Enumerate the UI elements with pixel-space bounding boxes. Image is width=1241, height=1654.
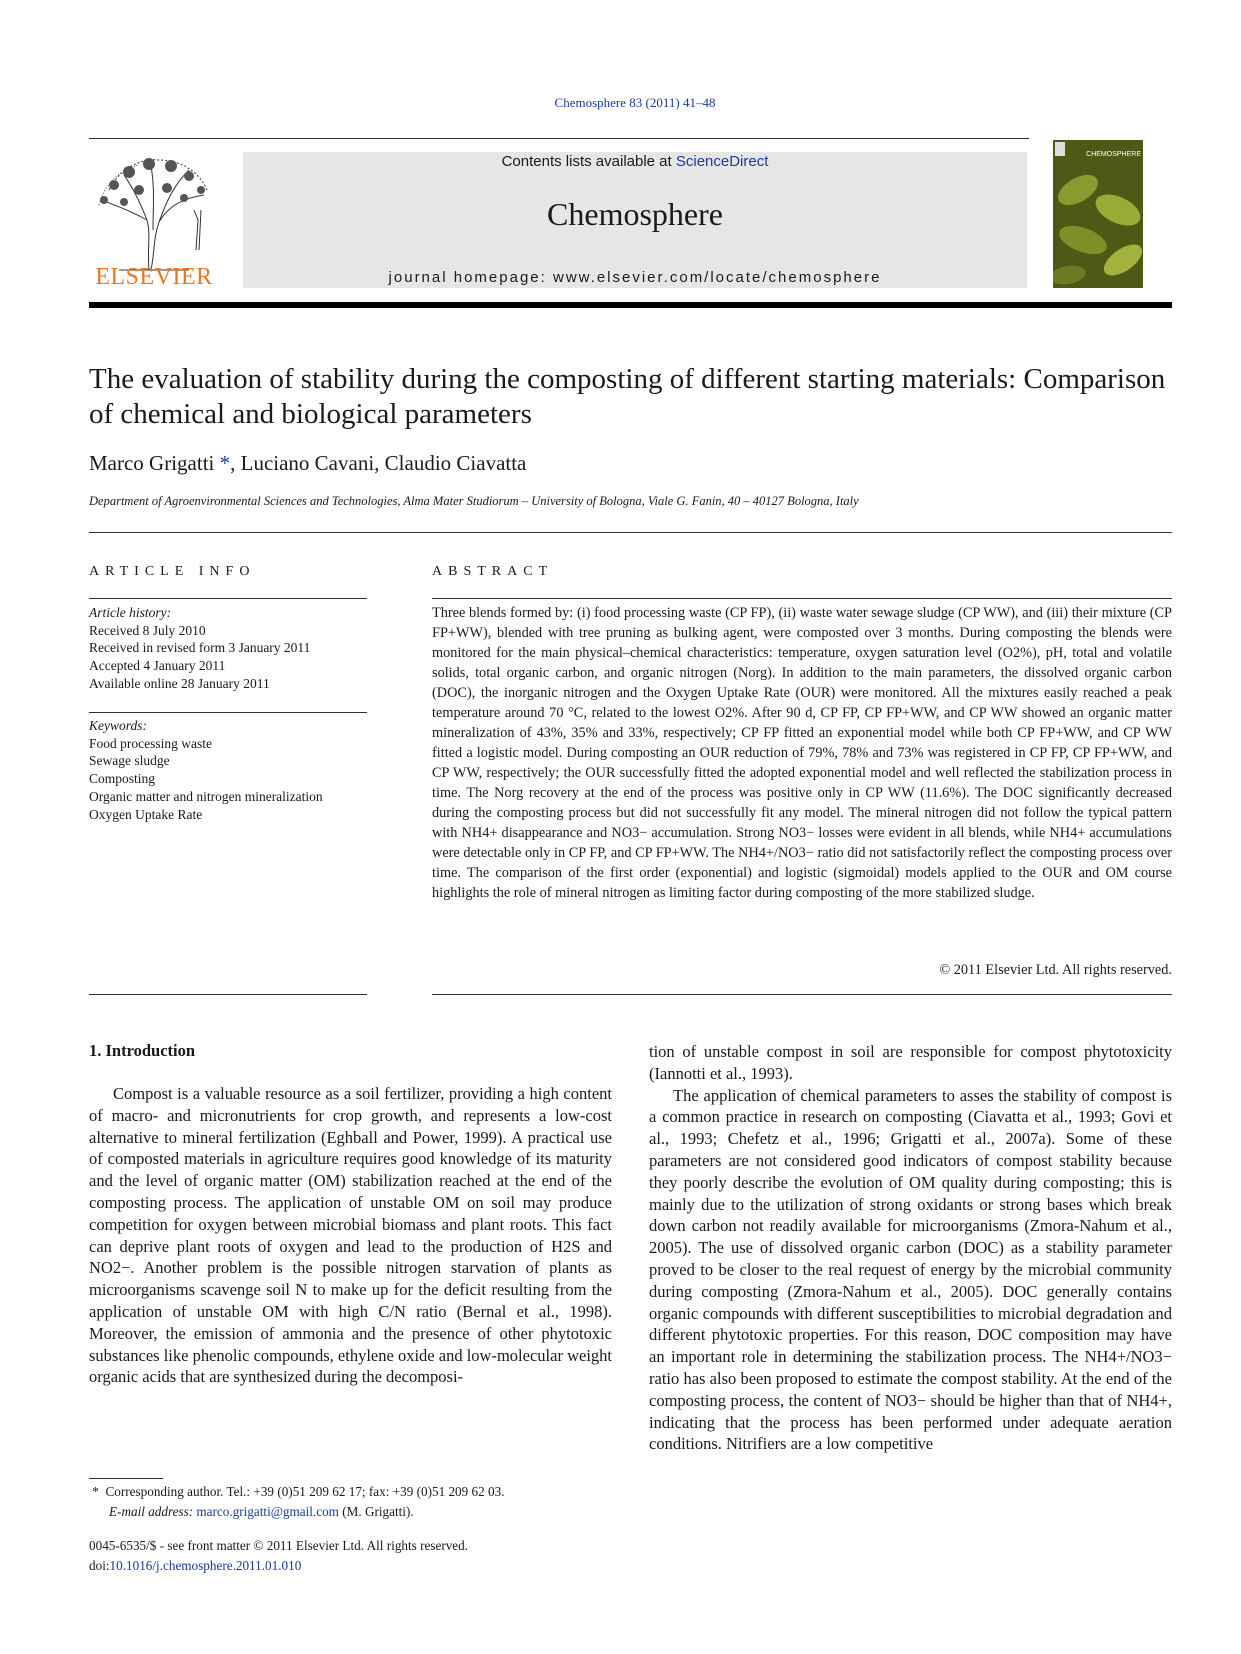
abstract-bottom-rule <box>432 994 1172 995</box>
email-label: E-mail address: <box>109 1503 197 1519</box>
affiliation: Department of Agroenvironmental Sciences and Technologies, Alma Mater Studiorum – University of Bologna, Viale G. Fanin, 40 – 40127 Bologna, Italy <box>89 494 859 508</box>
header-thick-rule <box>89 302 1172 308</box>
homepage-prefix: journal homepage: <box>388 269 553 286</box>
sciencedirect-link[interactable]: ScienceDirect <box>675 153 769 170</box>
author-list <box>89 451 526 476</box>
keywords-rule <box>89 712 367 713</box>
abstract-heading: ABSTRACT <box>432 564 554 579</box>
history-label: Article history: <box>89 605 172 620</box>
leaf-cover-icon <box>1053 140 1143 288</box>
keyword-item: Oxygen Uptake Rate <box>89 806 203 822</box>
footnote-rule <box>89 1478 163 1479</box>
keyword-item: Food processing waste <box>89 735 212 751</box>
contents-prefix: Contents lists available at <box>501 153 676 170</box>
elsevier-wordmark[interactable]: ELSEVIER <box>95 264 213 290</box>
intro-paragraph-2: The application of chemical parameters to asses the stability of compost is a common practice in research on composting (Ciavatta et al., 1993; Govi et al., 1993; Chefetz et al., 1996; Grigatti et al., 2007a). Some of these parameters are not considered good indicators of compost stability because they poorly describe the evolution of OM quality during composting; this is mainly due to the utilization of strong oxidants or strong bases which break down carbon not readily available for microorganisms (Zmora-Nahum et al., 2005). The use of dissolved organic carbon (DOC) as a stability parameter proved to be closer to the real request of energy by the microbial community during composting (Zmora-Nahum et al., 2005). DOC generally contains organic compounds with different susceptibilities to microbial degradation and different phytotoxic properties. For this reason, DOC composition may have an important role in determining the stabilization process. The NH4+/NO3− ratio has also been proposed to estimate the compost stability. At the end of the composting process, the content of NO3− should be higher than that of NH4+, indicating that the process has been performed under adequate aeration conditions. Nitrifiers are a low competitive <box>649 1085 1172 1454</box>
email-link[interactable]: marco.grigatti@gmail.com <box>196 1503 339 1519</box>
info-rule <box>89 598 367 599</box>
keyword-item: Sewage sludge <box>89 753 170 769</box>
article-info-heading: ARTICLE INFO <box>89 564 256 579</box>
footnote <box>89 1482 612 1521</box>
footnote-phone: Corresponding author. Tel.: +39 (0)51 209 62 17; fax: +39 (0)51 209 62 03. <box>105 1484 505 1499</box>
history-accepted: Accepted 4 January 2011 <box>89 658 226 674</box>
keyword-item: Composting <box>89 771 156 787</box>
corresponding-author-mark[interactable]: * <box>219 451 231 475</box>
introduction-heading: 1. Introduction <box>89 1041 196 1060</box>
keyword-item: Organic matter and nitrogen mineralization <box>89 788 323 804</box>
doi-line <box>89 1556 468 1576</box>
footnote-email-line <box>89 1502 612 1522</box>
journal-name: Chemosphere <box>547 196 723 232</box>
author-first[interactable]: Marco Grigatti <box>89 451 220 475</box>
intro-paragraph-1-continued: tion of unstable compost in soil are responsible for compost phytotoxicity (Iannotti et al., 1993). <box>649 1042 1172 1083</box>
article-history <box>89 604 310 693</box>
page-footer <box>89 1536 468 1575</box>
keywords-label: Keywords: <box>89 718 147 733</box>
body-column-left <box>89 1083 612 1388</box>
journal-citation[interactable]: Chemosphere 83 (2011) 41–48 <box>554 95 716 110</box>
footnote-contact <box>89 1482 612 1502</box>
header-top-rule <box>89 138 1029 139</box>
email-suffix: (M. Grigatti). <box>338 1503 414 1519</box>
journal-homepage-line <box>243 269 1027 286</box>
contents-line <box>243 153 1027 170</box>
history-received: Received 8 July 2010 <box>89 622 206 638</box>
body-column-right <box>649 1041 1172 1455</box>
doi-link[interactable]: 10.1016/j.chemosphere.2011.01.010 <box>109 1557 302 1573</box>
author-others: , Luciano Cavani, Claudio Ciavatta <box>230 451 527 475</box>
journal-cover-image[interactable] <box>1053 140 1143 288</box>
abstract-copyright: © 2011 Elsevier Ltd. All rights reserved. <box>939 962 1172 978</box>
abstract-rule <box>432 598 1172 599</box>
cover-title: CHEMOSPHERE <box>1086 151 1141 158</box>
info-bottom-rule <box>89 994 367 995</box>
front-matter-line: 0045-6535/$ - see front matter © 2011 Elsevier Ltd. All rights reserved. <box>89 1538 469 1553</box>
history-online: Available online 28 January 2011 <box>89 675 270 691</box>
affiliation-rule <box>89 532 1172 533</box>
history-revised: Received in revised form 3 January 2011 <box>89 640 311 656</box>
abstract-text: Three blends formed by: (i) food processing waste (CP FP), (ii) waste water sewage sludge (CP WW), and (iii) their mixture (CP FP+WW), blended with tree pruning as bulking agent, were composted over 3 months. During composting the blends were monitored for the main physical–chemical characteristics: temperature, oxygen saturation level (O2%), pH, total and volatile solids, total organic carbon, and organic nitrogen (Norg). In addition to the main parameters, the dissolved organic carbon (DOC), the inorganic nitrogen and the Oxygen Uptake Rate (OUR) were monitored. All the mixtures easily reached a peak temperature around 70 °C, related to the lowest O2%. After 90 d, CP FP, CP FP+WW, and CP WW showed an organic matter mineralization of 43%, 35% and 33%, respectively; CP FP fitted an exponential model while both CP FP+WW, and CP WW fitted a logistic model. During composting an OUR reduction of 79%, 78% and 73% was registered in CP FP, CP FP+WW, and CP WW, respectively; the OUR successfully fitted the adopted exponential model and well reflected the stabilization process in time. The Norg recovery at the end of the process was positive only in CP WW (11.6%). The DOC significantly decreased during the composting process but did not successfully fit any model. The mineral nitrogen did not follow the typical pattern with NH4+ disappearance and NO3− accumulation. Strong NO3− losses were evident in all blends, while NH4+ accumulations were detectable only in CP FP, and CP FP+WW. The NH4+/NO3− ratio did not satisfactorily reflect the composting process over time. The comparison of the first order (exponential) and logistic (sigmoidal) models applied to the OUR and OM course highlights the role of mineral nitrogen as limiting factor during composting of the more stabilized sludge. <box>432 605 1172 901</box>
homepage-url-link[interactable]: www.elsevier.com/locate/chemosphere <box>552 269 882 286</box>
article-title: The evaluation of stability during the composting of different starting materials: Comparison of chemical and biological parameters <box>89 363 1166 430</box>
footnote-mark: * <box>92 1484 99 1499</box>
doi-label: doi: <box>89 1557 110 1573</box>
keywords <box>89 717 323 823</box>
intro-paragraph-1: Compost is a valuable resource as a soil fertilizer, providing a high content of macro- and micronutrients for crop growth, and represents a low-cost alternative to mineral fertilization (Eghball and Power, 1999). A practical use of composted materials in agriculture requires good knowledge of its maturity and the level of organic matter (OM) stabilization reached at the end of the composting process. The application of unstable OM on soil may produce competition for oxygen between microbial biomass and plant roots. This fact can deprive plant roots of oxygen and lead to the production of H2S and NO2−. Another problem is the possible nitrogen starvation of plants as microorganisms scavenge soil N to make up for the deficit resulting from the application of unstable OM with high C/N ratio (Bernal et al., 1998). Moreover, the emission of ammonia and the presence of other phytotoxic substances like phenolic compounds, ethylene oxide and low-molecular weight organic acids that are synthesized during the decomposi- <box>89 1084 612 1387</box>
